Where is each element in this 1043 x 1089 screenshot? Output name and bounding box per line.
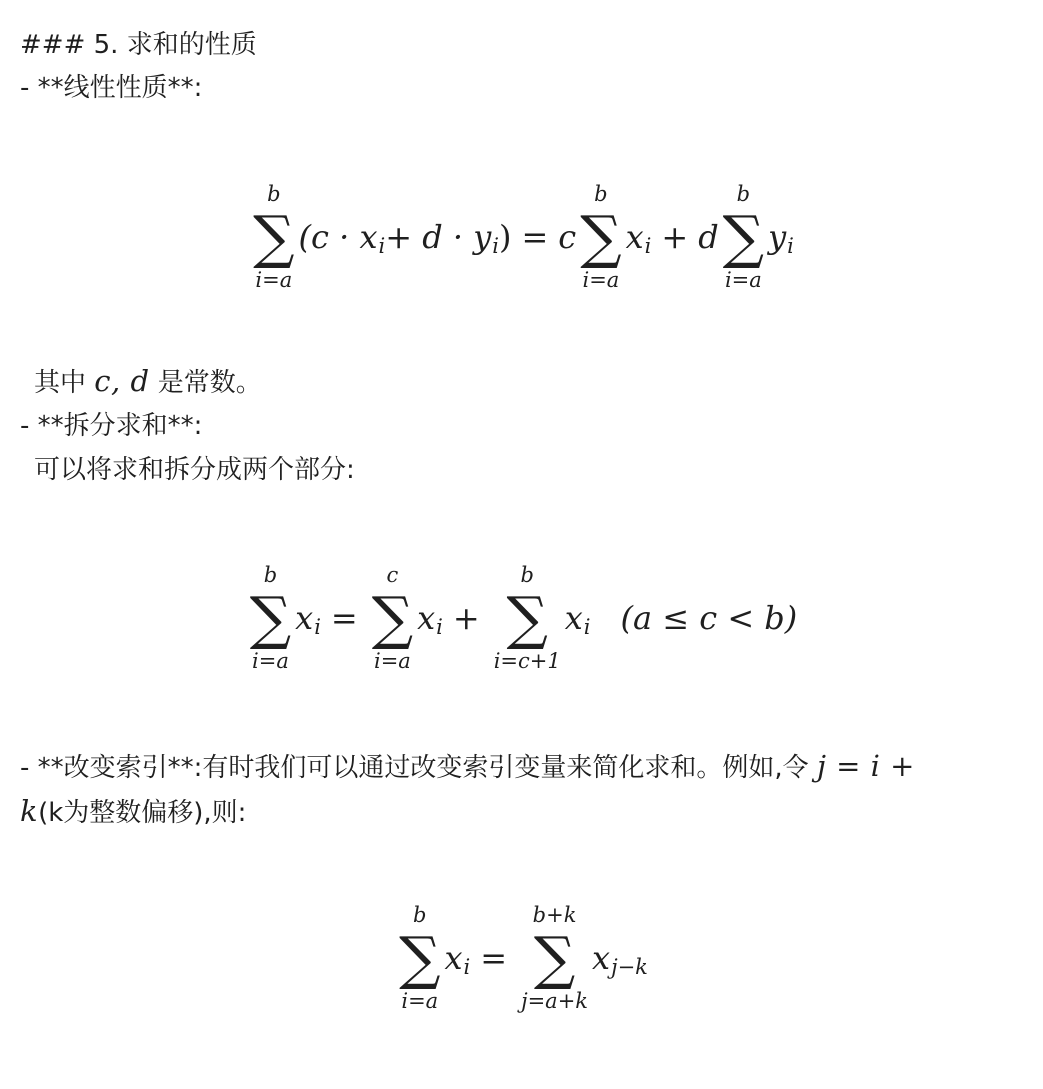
equals-sign: = (330, 599, 358, 637)
condition: (a ≤ c < b) (620, 599, 798, 637)
linearity-formula: b ∑ i=a (c · x i + d · y i ) = c b ∑ i=a x i + d b ∑ i=a y i (253, 182, 794, 292)
plus-sign: + (661, 218, 689, 256)
summation-symbol: b ∑ i=a (399, 903, 441, 1013)
reindex-line-2: k(k为整数偏移),则: (20, 794, 247, 828)
summation-symbol: b ∑ i=a (249, 563, 292, 673)
summation-symbol: b ∑ i=a (253, 182, 295, 292)
reindex-line-1: - **改变索引**:有时我们可以通过改变索引变量来简化求和。例如,令 j = i + (20, 749, 915, 783)
summation-symbol: b ∑ i=a (722, 182, 765, 292)
plus-sign: + (452, 599, 480, 637)
summation-symbol: b ∑ i=a (580, 182, 622, 292)
constants-note: 其中 c, d 是常数。 (34, 364, 262, 398)
equals-sign: = (521, 218, 549, 256)
split-description: 可以将求和拆分成两个部分: (34, 455, 355, 485)
summation-symbol: b+k ∑ j=a+k (521, 903, 589, 1013)
split-label: - **拆分求和**: (20, 411, 203, 441)
linearity-label: - **线性性质**: (20, 73, 203, 103)
math-term: (c · x (298, 218, 378, 256)
summation-symbol: b ∑ i=c+1 (493, 563, 561, 673)
equals-sign: = (480, 939, 508, 977)
reindex-formula: b ∑ i=a x i = b+k ∑ j=a+k x j−k (399, 903, 648, 1013)
summation-symbol: c ∑ i=a (371, 563, 414, 673)
split-formula: b ∑ i=a x i = c ∑ i=a x i + b ∑ i=c+1 x i (a ≤ c < b) (249, 563, 798, 673)
section-heading: ### 5. 求和的性质 (20, 30, 257, 60)
